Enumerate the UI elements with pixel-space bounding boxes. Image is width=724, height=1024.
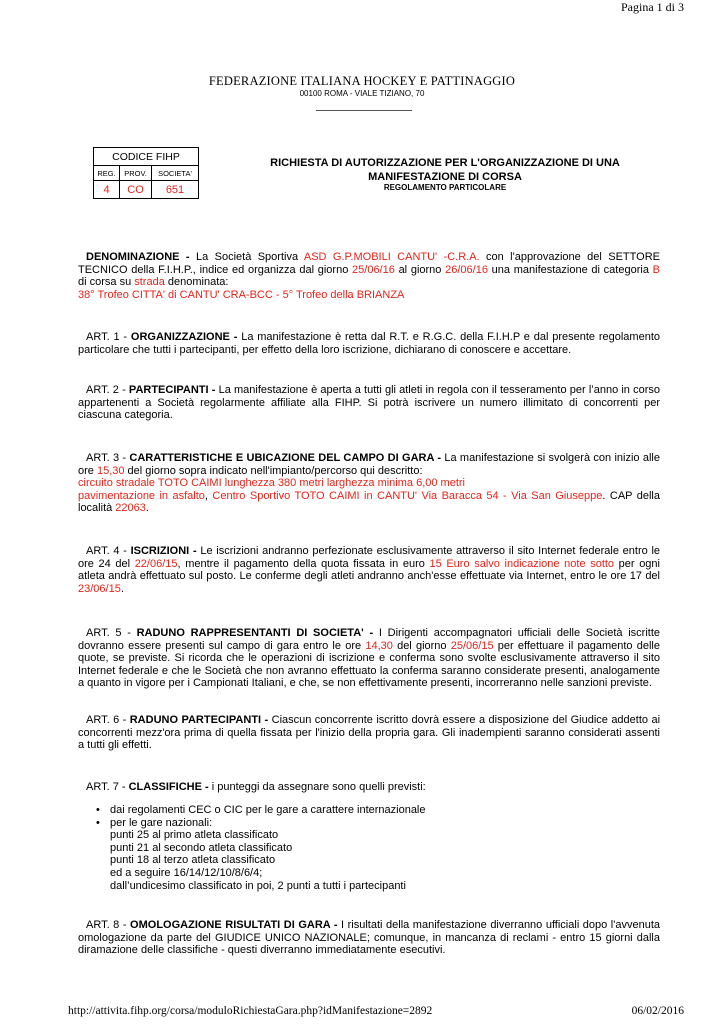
denominazione-paragraph <box>78 251 660 301</box>
points-line: punti 21 al secondo atleta classificato <box>110 841 293 854</box>
confirm-date: 23/06/15 <box>78 582 121 595</box>
cap: 22063 <box>115 502 146 515</box>
art3-paragraph <box>78 452 660 515</box>
start-time: 15,30 <box>96 464 125 477</box>
paving: pavimentazione in asfalto <box>78 489 205 502</box>
art3-text: del giorno sopra indicato nell'impianto/percorso qui descritto: <box>124 464 423 477</box>
art3-text: . CAP della località <box>78 489 660 515</box>
denominazione-text: di corsa su <box>78 276 135 289</box>
society-name: ASD G.P.MOBILI CANTU' -C.R.A. <box>303 251 480 263</box>
denominazione-text: con l'approvazione del SETTORE TECNICO della F.I.H.P., indice ed organizza dal giorno <box>78 251 660 276</box>
art8-number: ART. 8 - <box>86 919 131 931</box>
art3-number: ART. 3 - <box>86 452 130 464</box>
art5-number: ART. 5 - <box>86 627 137 639</box>
art3-label: CARATTERISTICHE E UBICAZIONE DEL CAMPO DI GARA - <box>129 452 441 464</box>
points-line: punti 25 al primo atleta classificato <box>110 829 279 842</box>
art8-text: I risultati della manifestazione diverranno ufficiali dopo l'avvenuta omologazione da parte del GIUDICE UNICO NAZIONALE; comunque, in mancanza di reclami - entro 15 giorni dalla diramazione delle classifiche - questi diverranno immediatamente esecutivi. <box>78 919 660 957</box>
art7-number: ART. 7 - <box>86 781 129 793</box>
points-line: ed a seguire 16/14/12/10/8/6/4; <box>110 866 263 879</box>
art1-paragraph <box>78 331 660 356</box>
art6-text: Ciascun concorrente iscritto dovrà essere a disposizione del Giudice addetto ai concorrenti mezz'ora prima di quella fissata per l'inizio della propria gara. Gli inadempienti saranno considerati assenti a tutti gli effetti. <box>78 714 661 752</box>
art4-number: ART. 4 - <box>86 545 131 557</box>
art5-text: per effettuare il pagamento delle quote, se previste. Si ricorda che le operazioni di iscrizione e conferma sono svolte esclusivamente attraverso il sito Internet federale e che le Società che non avranno effettuato la conferma saranno considerate presenti, analogamente a quanto in vigore per i Campionati Italiani, e che, se non effettivamente presenti, incorreranno nelle sanzioni previste. <box>78 639 660 690</box>
venue: Centro Sportivo TOTO CAIMI in CANTU' Via Baracca 54 - Via San Giuseppe <box>212 489 603 502</box>
codice-val-societa: 651 <box>152 181 199 199</box>
art7-label: CLASSIFICHE - <box>128 781 209 793</box>
art3-text: , <box>204 489 213 502</box>
denominazione-text: una manifestazione di categoria <box>487 263 653 276</box>
art1-number: ART. 1 - <box>86 331 131 343</box>
footer-date: 06/02/2016 <box>631 1005 684 1017</box>
denominazione-text: al giorno <box>394 263 446 276</box>
request-title: RICHIESTA DI AUTORIZZAZIONE PER L'ORGANIZZAZIONE DI UNA MANIFESTAZIONE DI CORSA <box>270 157 620 183</box>
denominazione-text: La Società Sportiva <box>189 251 304 263</box>
list-item-text: per le gare nazionali: <box>110 816 213 829</box>
header-divider <box>316 110 412 111</box>
list-item <box>96 817 656 830</box>
art6-number: ART. 6 - <box>86 714 130 726</box>
art4-text: Le iscrizioni andranno perfezionate esclusivamente attraverso il sito Internet federale entro le ore 24 del <box>78 545 661 570</box>
art2-label: PARTECIPANTI - <box>128 384 216 396</box>
footer-url: http://attivita.fihp.org/corsa/moduloRichiestaGara.php?idManifestazione=2892 <box>68 1005 433 1017</box>
codice-val-reg: 4 <box>94 181 120 199</box>
bullet-icon: • <box>96 816 100 829</box>
codice-col-prov: PROV. <box>120 166 152 181</box>
codice-fihp-box <box>93 147 199 199</box>
art8-paragraph <box>78 919 660 957</box>
organization-name: FEDERAZIONE ITALIANA HOCKEY E PATTINAGGIO <box>208 74 516 88</box>
points-line: dall’undicesimo classificato in poi, 2 punti a tutti i partecipanti <box>110 879 406 892</box>
bullet-icon: • <box>96 804 100 816</box>
art2-paragraph <box>78 384 660 422</box>
denominazione-text: denominata: <box>164 276 229 289</box>
circuit-description: circuito stradale TOTO CAIMI lunghezza 380 metri larghezza minima 6,00 metri <box>78 477 465 490</box>
art7-paragraph <box>78 781 660 794</box>
date-from: 25/06/16 <box>352 263 395 276</box>
organization-address: 00100 ROMA - VIALE TIZIANO, 70 <box>299 89 425 98</box>
art6-paragraph <box>78 714 660 752</box>
surface: strada <box>134 276 165 289</box>
art5-label: RADUNO RAPPRESENTANTI DI SOCIETA' - <box>136 627 374 639</box>
page-number: Pagina 1 di 3 <box>621 0 684 14</box>
event-name: 38° Trofeo CITTA' di CANTU' CRA-BCC - 5° Trofeo della BRIANZA <box>78 288 405 301</box>
art4-text: per ogni atleta andrà effettuato sul posto. Le conferme degli atleti andranno anch'esse effettuate via Internet, entro le ore 17 del <box>78 557 660 583</box>
list-item-text: dai regolamenti CEC o CIC per le gare a carattere internazionale <box>110 804 426 816</box>
art3-text: . <box>145 502 149 515</box>
art8-label: OMOLOGAZIONE RISULTATI DI GARA - <box>130 919 338 931</box>
art6-label: RADUNO PARTECIPANTI - <box>129 714 269 726</box>
codice-val-prov: CO <box>120 181 152 199</box>
list-item <box>96 804 656 817</box>
date-to: 26/06/16 <box>445 263 488 276</box>
request-subtitle: REGOLAMENTO PARTICOLARE <box>383 183 507 192</box>
registration-deadline: 22/06/15 <box>134 557 178 570</box>
art7-text: i punteggi da assegnare sono quelli previsti: <box>208 781 426 793</box>
codice-col-reg: REG. <box>94 166 120 181</box>
art2-number: ART. 2 - <box>86 384 129 396</box>
art5-text: del giorno <box>392 639 451 652</box>
fee: 15 Euro salvo indicazione note sotto <box>429 557 615 570</box>
art4-label: ISCRIZIONI - <box>130 545 197 557</box>
art2-text: La manifestazione è aperta a tutti gli atleti in regola con il tesseramento per l’anno in corso appartenenti a Società regolarmente affiliate alla FIHP. Si potrà iscrivere un numero illimitato di concorrenti per ciascuna categoria. <box>78 384 660 422</box>
art4-text: . <box>120 582 124 595</box>
category: B <box>652 263 660 276</box>
art5-paragraph <box>78 627 660 690</box>
codice-title: CODICE FIHP <box>94 148 199 166</box>
art4-paragraph <box>78 545 660 595</box>
art1-text: La manifestazione è retta dal R.T. e R.G.C. della F.I.H.P e dal presente regolamento particolare che tutti i partecipanti, per effetto della loro iscrizione, dichiarano di conoscere e accettare. <box>78 331 660 356</box>
codice-col-societa: SOCIETA' <box>152 166 199 181</box>
raduno-time: 14,30 <box>365 639 393 652</box>
points-line: punti 18 al terzo atleta classificato <box>110 854 276 867</box>
denominazione-label: DENOMINAZIONE - <box>86 251 190 263</box>
art1-label: ORGANIZZAZIONE - <box>130 331 238 343</box>
art3-text: La manifestazione si svolgerà con inizio alle ore <box>78 452 660 477</box>
art4-text: , mentre il pagamento della quota fissata in euro <box>177 557 430 570</box>
raduno-date: 25/06/15 <box>450 639 494 652</box>
classifiche-list <box>96 804 656 892</box>
art5-text: I Dirigenti accompagnatori ufficiali delle Società iscritte dovranno essere presenti sul campo di gara entro le ore <box>78 627 660 652</box>
